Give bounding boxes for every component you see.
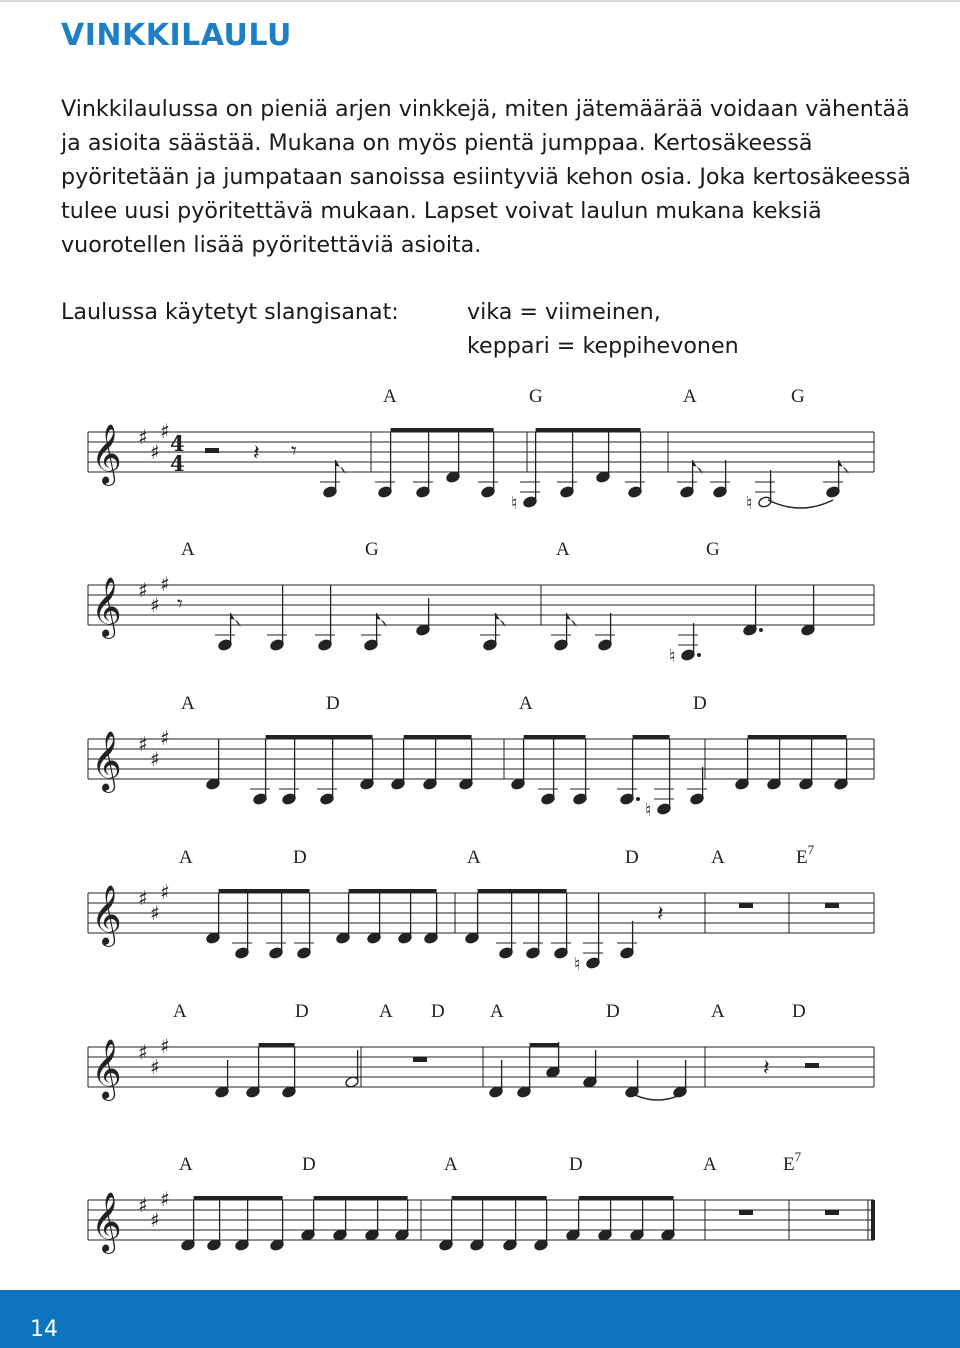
eighth-rest-icon: 𝄾 — [177, 592, 183, 617]
beam — [349, 889, 437, 893]
whole-rest-icon — [739, 903, 753, 908]
chord-symbol: D — [606, 1001, 620, 1022]
beam — [314, 1196, 408, 1200]
slang-def-vika: vika = viimeinen, — [467, 299, 661, 325]
chord-symbol: D — [792, 1001, 806, 1022]
half-rest-icon — [805, 1063, 819, 1068]
chord-symbol: A — [179, 1154, 193, 1175]
eighth-rest-icon: 𝄾 — [291, 439, 297, 464]
chord-symbol: D — [431, 1001, 445, 1022]
chord-symbol: A — [181, 539, 195, 560]
page-number: 14 — [30, 1317, 58, 1342]
chord-symbol: A — [467, 847, 481, 868]
treble-clef-icon: 𝄞 — [91, 424, 122, 484]
chord-symbol: G — [529, 386, 543, 407]
slang-definitions — [467, 295, 739, 363]
chord-symbol: D — [302, 1154, 316, 1175]
chord-symbol: G — [365, 539, 379, 560]
sharp-icon: ♯ — [150, 440, 160, 464]
treble-clef-icon: 𝄞 — [91, 1192, 122, 1252]
beam — [748, 735, 847, 739]
footer-bar — [0, 1290, 960, 1348]
treble-clef-icon: 𝄞 — [91, 885, 122, 945]
chord-symbol: D — [693, 693, 707, 714]
whole-rest-icon — [825, 903, 839, 908]
chord-symbol: A — [683, 386, 697, 407]
chord-symbol: A — [444, 1154, 458, 1175]
chord-symbol: A — [173, 1001, 187, 1022]
sharp-icon: ♯ — [138, 886, 148, 910]
dot-icon — [759, 628, 763, 632]
chord-symbol: A — [179, 847, 193, 868]
sharp-icon: ♯ — [138, 1193, 148, 1217]
natural-sign-icon: ♮ — [746, 493, 753, 514]
sharp-icon: ♯ — [150, 1055, 160, 1079]
chord-symbol: A — [490, 1001, 504, 1022]
natural-sign-icon: ♮ — [574, 954, 581, 975]
beam — [404, 735, 472, 739]
beam — [194, 1196, 283, 1200]
beam — [391, 428, 494, 432]
sheet-music — [0, 360, 960, 1260]
time-signature-bottom: 4 — [170, 451, 185, 476]
sharp-icon: ♯ — [138, 425, 148, 449]
sharp-icon: ♯ — [150, 1208, 160, 1232]
chord-symbol: $E^7$ — [783, 1149, 802, 1175]
whole-rest-icon — [739, 1210, 753, 1215]
chord-symbol: $E^7$ — [796, 842, 815, 868]
chord-symbol: D — [295, 1001, 309, 1022]
chord-symbol: A — [703, 1154, 717, 1175]
beam — [633, 735, 670, 739]
natural-sign-icon: ♮ — [511, 493, 518, 514]
page-title: VINKKILAULU — [61, 18, 292, 53]
chord-symbol: G — [706, 539, 720, 560]
chord-symbol: A — [556, 539, 570, 560]
treble-clef-icon: 𝄞 — [91, 731, 122, 791]
chord-symbol: D — [569, 1154, 583, 1175]
sharp-icon: ♯ — [160, 1187, 170, 1211]
sharp-icon: ♯ — [160, 572, 170, 596]
beam — [536, 428, 641, 432]
treble-clef-icon: 𝄞 — [91, 1039, 122, 1099]
chord-symbol: A — [379, 1001, 393, 1022]
chord-symbol: D — [326, 693, 340, 714]
chord-symbol: G — [791, 386, 805, 407]
top-rule — [0, 0, 960, 2]
beam — [524, 735, 586, 739]
sharp-icon: ♯ — [160, 880, 170, 904]
beam — [478, 889, 567, 893]
chord-symbol: A — [383, 386, 397, 407]
beam — [266, 735, 373, 739]
beam — [219, 889, 310, 893]
dot-icon — [697, 653, 701, 657]
beam — [452, 1196, 547, 1200]
intro-paragraph: Vinkkilaulussa on pieniä arjen vinkkejä, miten jätemäärää voidaan vähentää ja asioita säästää. Mukana on myös pientä jumppaa. Kertosäkeessä pyöritetään ja jumpataan sanoissa esiintyviä kehon osia. Joka kertosäkeessä tulee uusi pyöritettävä mukaan. Lapset voivat laulun mukana keksiä vuorotellen lisää pyöritettäviä asioita. — [61, 96, 911, 258]
half-rest-icon — [205, 448, 219, 453]
beam — [579, 1196, 674, 1200]
dot-icon — [636, 797, 640, 801]
sharp-icon: ♯ — [160, 726, 170, 750]
whole-rest-icon — [825, 1210, 839, 1215]
tie — [768, 500, 833, 508]
chord-symbol: A — [519, 693, 533, 714]
chord-symbol: A — [711, 1001, 725, 1022]
sharp-icon: ♯ — [138, 732, 148, 756]
chord-symbol: D — [625, 847, 639, 868]
time-signature-top: 4 — [170, 431, 185, 456]
whole-rest-icon — [413, 1057, 427, 1062]
slang-label: Laulussa käytetyt slangisanat: — [61, 299, 399, 325]
sharp-icon: ♯ — [138, 578, 148, 602]
sharp-icon: ♯ — [150, 747, 160, 771]
quarter-rest-icon: 𝄽 — [763, 1056, 770, 1081]
quarter-rest-icon: 𝄽 — [657, 902, 664, 927]
chord-symbol: A — [711, 847, 725, 868]
beam — [259, 1043, 295, 1047]
slang-def-keppari: keppari = keppihevonen — [467, 333, 739, 359]
sharp-icon: ♯ — [138, 1040, 148, 1064]
quarter-rest-icon: 𝄽 — [253, 441, 260, 466]
beam — [530, 1043, 559, 1047]
sharp-icon: ♯ — [160, 419, 170, 443]
chord-symbol: D — [293, 847, 307, 868]
sharp-icon: ♯ — [150, 593, 160, 617]
sharp-icon: ♯ — [150, 901, 160, 925]
natural-sign-icon: ♮ — [669, 646, 676, 667]
final-barline-thick — [871, 1200, 875, 1240]
natural-sign-icon: ♮ — [645, 800, 652, 821]
treble-clef-icon: 𝄞 — [91, 577, 122, 637]
chord-symbol: A — [181, 693, 195, 714]
sharp-icon: ♯ — [160, 1034, 170, 1058]
